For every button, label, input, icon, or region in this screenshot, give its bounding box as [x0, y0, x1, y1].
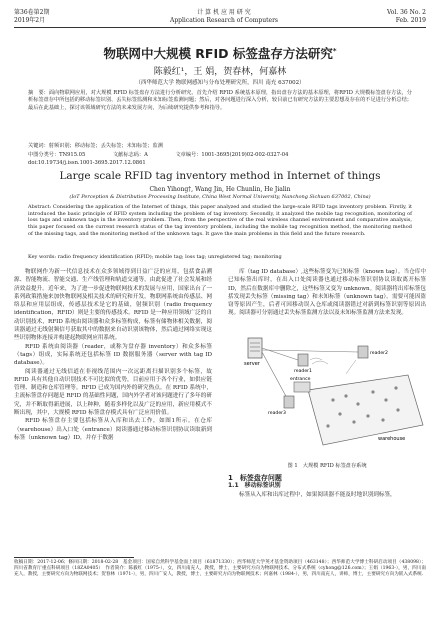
- header-volume-cn: 第36卷第2期: [14, 9, 50, 16]
- warehouse-area: [308, 375, 423, 445]
- paper-title: [20, 44, 420, 62]
- figure-1: [228, 330, 426, 460]
- reader-icon: [298, 354, 308, 366]
- reader-icon: [358, 346, 368, 358]
- english-title: Large scale RFID tag inventory method in Internet of things: [59, 170, 381, 182]
- radio-wave: [312, 361, 328, 364]
- header-date-en: Feb. 2019: [395, 17, 426, 24]
- radio-wave: [346, 360, 356, 374]
- entrance-label: entrance: [290, 377, 311, 382]
- header-rule: [14, 27, 426, 28]
- tag-dot: [352, 420, 355, 423]
- header-journal-cn: 计 算 机 应 用 研 究: [197, 9, 251, 16]
- english-affiliation: (IoT Perception & Distribution Processing Institute, China West Normal University, Nanchong Sichuan 637002, China): [69, 194, 371, 200]
- paper-affiliation: （西华师范大学 物联网感知与分布处理研究所，四川 南充 637002）: [135, 80, 305, 86]
- english-abstract: Abstract: Considering the application of the Internet of things, this paper analyzed and studied the large-scale RFID tags inventory problem. Firstly, it introduced the basic principle of RFID system including the problem of tag inventory. Secondly, it analyzed the mobile tag recognition, monitoring of loss tags and unknown tags in the inventory problem. Then, from the perspective of the real wireless channel environment and comparative analysis, this paper focused on the current research status of the tag inventory problem, including the mobile tag recognition method, the monitoring method of the missing tags, and the monitoring method of the unknown tags. It gave the main problems in this field and the future research.: [28, 204, 412, 237]
- article-number: 文章编号：1001-3695(2019)02-002-0327-04: [175, 152, 289, 158]
- tag-dot: [396, 408, 399, 411]
- subsection-heading: 1.1 移动标签识别: [228, 482, 281, 490]
- link-line: [262, 348, 298, 360]
- header-center: [144, 9, 304, 25]
- reader-icon: [284, 396, 294, 408]
- keywords-cn: 关键词：射频识别；移动标签；丢失标签；未知标签；监测: [28, 143, 163, 149]
- body-paragraph: RFID 标签盘存主要包括标签从入库和出去工作，如图1所示。在仓库（warehouse）出入口处（entrance）阅读器通过移动标签识别协议读取新到标签（unknown tag）ID，并存于数据: [14, 418, 212, 441]
- tag-dot: [356, 402, 359, 405]
- tag-dot: [371, 390, 374, 393]
- tag-dot: [338, 412, 341, 415]
- running-header: [14, 6, 426, 36]
- tag-dot: [394, 386, 397, 389]
- figure-1-diagram: [228, 330, 426, 460]
- link-line: [262, 350, 358, 352]
- body-paragraph: 物联网作为新一代信息技术在众多领域得到日益广泛的应用，包括食品溯源、智能物流、智能交通、生产线管理和轨道交通等，由此促进了社会发展和经济效益提升。近年来，为了进一步促进物联网技术的发展与应用，国家出台了一系列政策措施来加快物联网及相关技术的研究和开发。物联网系统由传感层、网络层和应用层组成，传感层技术是它的基础，射频识别（radio frequency identification，RFID）则是主要的传感技术。RFID 是一种应用领域广泛的自动识别技术，RFID 系统由阅读器和众多标签构成，标签有储物体相关数据，阅读器通过无线射频信号获取其中的数据来自动识别该物体，然后通过网络实现这些识别物体连接并构建起物联网应用系统。: [14, 269, 212, 342]
- section-block: [228, 474, 426, 499]
- body-right-column: [228, 268, 426, 318]
- classification-line: [28, 152, 412, 159]
- clc-number: 中图分类号：TN915.05: [28, 152, 86, 158]
- title-footnote-mark: *: [332, 46, 337, 55]
- link-line: [262, 352, 288, 400]
- paper-authors: 陈毅红¹，王 娟，贺春林，何嘉林: [153, 67, 287, 77]
- header-journal-en: Application Research of Computers: [169, 17, 279, 24]
- body-paragraph: 库（tag ID database）,这些标签变为已知标签（known tag）。当仓库中已知标签出库时，在出入口处阅读器也通过移动标签识别协议读取离开标签 ID，然后在数据库中删除之，这些标签又变为 unknown。阅读器将出库标签包括发现丢失标签（missing tag）和未知标签（unknown tag）。需要可能因盗窃等原因产生，后者可因移动误入仓库或阅读器错过对新到标签识别等原因出现。阅读器可分别通过丢失标签监测方法以及未知标签监测方法来发现。: [228, 269, 426, 317]
- tag-dot: [366, 414, 369, 417]
- server-label: server: [244, 361, 260, 367]
- body-left-column: [14, 268, 212, 442]
- section-heading: 1 标签盘存问题: [228, 474, 282, 482]
- header-left: [14, 9, 49, 25]
- tag-dot: [331, 398, 334, 401]
- header-date-cn: 2019年2月: [14, 17, 46, 24]
- entrance-gate: [294, 382, 310, 392]
- footnote: 收稿日期：2017-12-06；修回日期：2018-02-28 基金项目：国家自然科学基金面上项目（61871330）；西华师范大学英才基金资助项目（463148）；西华师范大学博士科研启动项目（438098）；四川省教育厅重点科研项目（18ZA0405） 作者简介：陈毅红（1975-），女，四川南充人，教授，博士，主要研究方向为物联网技术、分布式系统（cyhong@126.com）；王娟（1963-），男，四川南充人，教授，主要研究方向为物联网技术；贺春林（1971-），男，四川广安人，教授，博士，主要研究方向为物联网技术；何嘉林（1984-），男，四川南充人，讲师，博士，主要研究方向为嵌入式系统.: [14, 560, 426, 578]
- tag-dot: [384, 398, 387, 401]
- body-paragraph: RFID 系统由阅读器（reader，或称为盘存器 inventory）和众多标签（tags）组成，实际系统还包括标签 ID 数据服务器（server with tag ID database）。: [14, 343, 212, 367]
- header-right: [387, 9, 426, 25]
- doi: doi:10.19734/j.issn.1001-3695.2017.12.0861: [28, 160, 146, 166]
- header-volume-en: Vol. 36 No. 2: [386, 9, 426, 16]
- abstract-cn: 摘 要：面向物联网应用，对大规模 RFID 标签盘存方法进行分析研究。首先介绍 RFID 系统基本原理，指出盘存方法的基本原理，将RFID 大规模标签盘存方法，分析标签盘存中所包括的移动标签识别、丢失标签监测和未知标签监测问题；然后，对各问题进行深入分析，较目前已有研究方法的主要思想及存在的不足进行分析总结；最后在此基础上，探讨该领域研究方法的未来发展方向，为后续研究提供参考和指导。: [28, 90, 412, 111]
- tag-dot: [326, 424, 329, 427]
- server-icon: [248, 338, 262, 358]
- footnote-rule: [14, 557, 134, 558]
- reader2-label: reader2: [370, 351, 388, 356]
- paper-title-text: 物联网中大规模 RFID 标签盘存方法研究: [103, 46, 333, 61]
- body-paragraph: 阅读器通过无线信道在非视线范围内一次远距离扫描识别多个标签，故 RFID 具有其他自动识别技术不可比拟的优势，目前应用于各个行业，如供应链管理、制造和仓库管理等。RFID 已成为国内外的研究热点。在 RFID 系统中，主流标签盘存问题是 RFID 的基础性问题，国内外学者对该问题进行了多年的研究，并不断取得新进展，以上种种，随着多样化以及广泛的应用，新应用模式不断出现，其中，大规模 RFID 标签盘存模式具有广泛应用价值。: [14, 368, 212, 417]
- figure-1-caption: 图 1 大规模 RFID 标签盘存系统: [287, 463, 367, 469]
- reader3-label: reader3: [268, 411, 286, 416]
- english-keywords: Key words: radio frequency identification (RFID); mobile tag; loss tag; unregistered tag; monitoring: [28, 254, 282, 260]
- warehouse-label: warehouse: [378, 436, 406, 442]
- radio-wave: [310, 358, 322, 360]
- reader1-label: reader1: [294, 369, 312, 374]
- body-paragraph: 标签从入库和出库过程中，如果阅读器不能及时地识别到标签，: [239, 491, 396, 498]
- tag-dot: [381, 418, 384, 421]
- tag-dot: [344, 394, 347, 397]
- doc-code: 文献标志码：A: [112, 152, 148, 158]
- english-authors: Chen Yihong†, Wang Jin, He Chunlin, He Jialin: [149, 186, 291, 193]
